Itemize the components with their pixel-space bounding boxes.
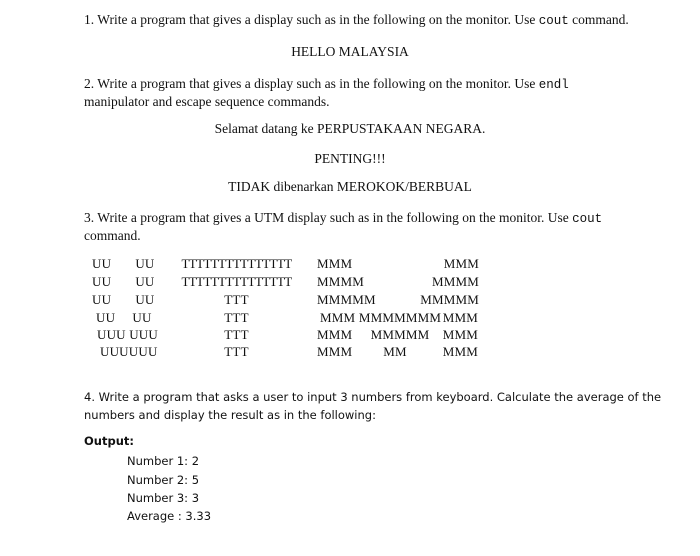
utm-t-row: TTT — [224, 344, 249, 359]
utm-m-mid: MMMMMMM — [358, 310, 442, 325]
question-3 — [84, 208, 602, 229]
utm-m-left: MMM — [317, 344, 353, 359]
utm-u-row: UU UU — [92, 274, 155, 289]
utm-m-right: MMM — [443, 256, 479, 271]
output-line: Average : 3.33 — [127, 509, 212, 523]
utm-m-right: MMM — [442, 310, 478, 325]
question-1 — [84, 10, 629, 31]
output-line: Number 3: 3 — [127, 491, 200, 505]
utm-t-row: TTTTTTTTTTTTTTT — [181, 274, 292, 289]
q3-code: cout — [572, 212, 603, 226]
utm-m-right: MMM — [442, 327, 478, 342]
utm-m-left: MMM — [317, 256, 353, 271]
output-line: Number 1: 2 — [127, 454, 200, 468]
utm-u-row: UU UU — [96, 310, 152, 325]
utm-u-row: UU UU — [92, 292, 155, 307]
utm-u-row: UUUUUU — [100, 344, 158, 359]
utm-m-left: MMM — [320, 310, 356, 325]
utm-m-right: MMM — [442, 344, 478, 359]
utm-m-right: MMMMM — [420, 292, 479, 307]
q2-display-3: TIDAK dibenarkan MEROKOK/BERBUAL — [228, 179, 472, 194]
q2-code: endl — [538, 78, 569, 92]
utm-t-row: TTT — [224, 327, 249, 342]
utm-u-row: UUU UUU — [97, 327, 158, 342]
q3-text: 3. Write a program that gives a UTM display such as in the following on the monitor. Use — [84, 210, 573, 225]
q2-text: 2. Write a program that gives a display such as in the following on the monitor. Use — [84, 76, 539, 91]
utm-t-row: TTT — [224, 310, 249, 325]
q1-display: HELLO MALAYSIA — [291, 44, 409, 59]
q1-text: 1. Write a program that gives a display such as in the following on the monitor. Use — [84, 12, 539, 27]
question-4: 4. Write a program that asks a user to input 3 numbers from keyboard. Calculate the average of the — [84, 390, 662, 404]
q2-text-line2: manipulator and escape sequence commands. — [84, 94, 330, 109]
q2-display-2: PENTING!!! — [314, 151, 386, 166]
q2-display-1: Selamat datang ke PERPUSTAKAAN NEGARA. — [214, 121, 486, 136]
output-label: Output: — [84, 434, 134, 448]
q1-code: cout — [538, 14, 569, 28]
utm-u-row: UU UU — [92, 256, 155, 271]
q1-text-end: command. — [568, 12, 629, 27]
utm-m-right: MMMM — [431, 274, 479, 289]
utm-m-mid: MM — [383, 344, 407, 359]
utm-m-left: MMMMM — [317, 292, 376, 307]
utm-m-left: MMM — [317, 327, 353, 342]
utm-t-row: TTTTTTTTTTTTTTT — [181, 256, 292, 271]
q3-text-line2: command. — [84, 228, 141, 243]
output-line: Number 2: 5 — [127, 473, 200, 487]
utm-m-left: MMMM — [317, 274, 365, 289]
q4-text-line2: numbers and display the result as in the following: — [84, 408, 376, 422]
utm-m-mid: MMMMM — [370, 327, 430, 342]
utm-t-row: TTT — [224, 292, 249, 307]
